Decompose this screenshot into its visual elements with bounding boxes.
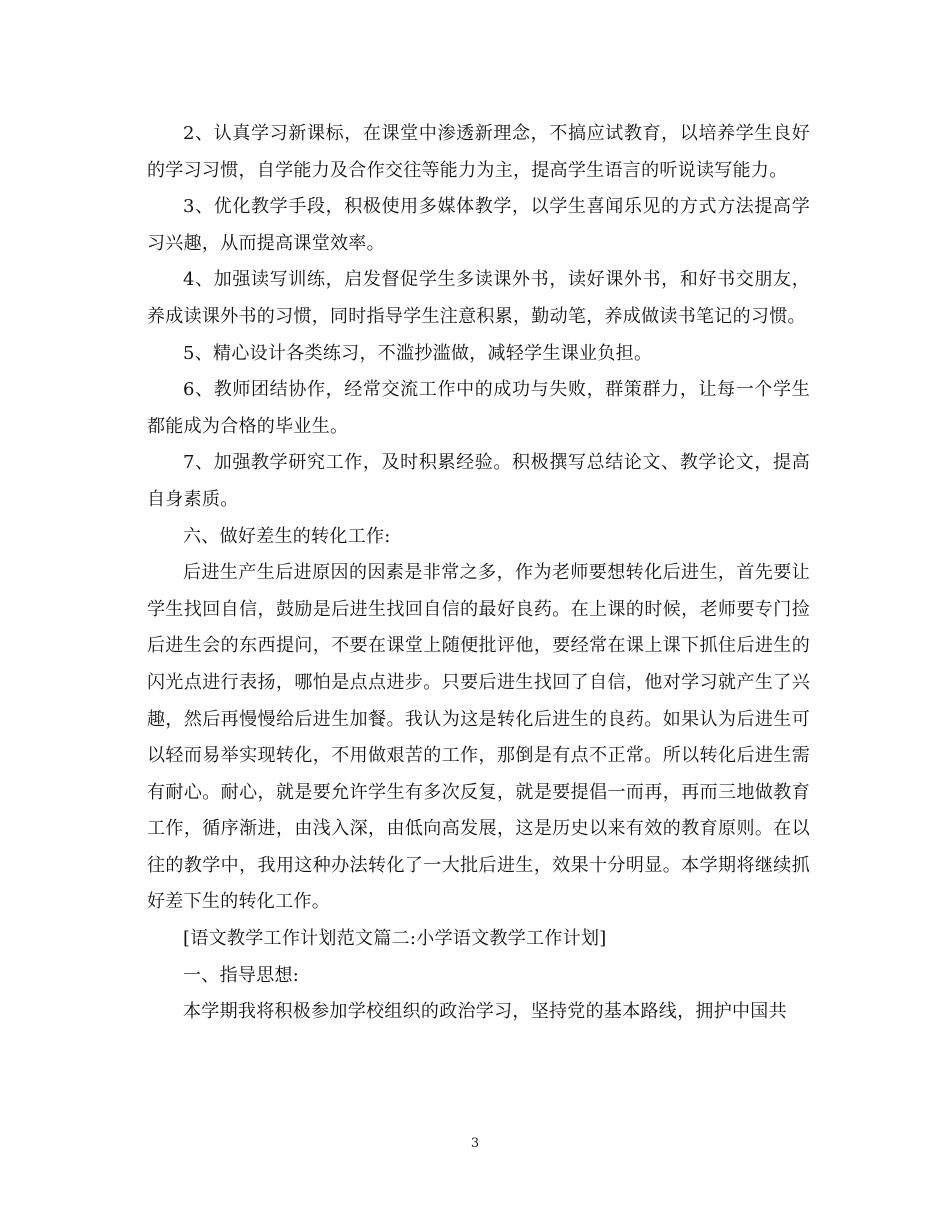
paragraph-item-7: 7、加强教学研究工作，及时积累经验。积极撰写总结论文、教学论文，提高自身素质。 xyxy=(147,452,810,510)
page-number: 3 xyxy=(470,1136,480,1151)
paragraph-item-2: 2、认真学习新课标，在课堂中渗透新理念，不搞应试教育，以培养学生良好的学习习惯，自学能力及合作交往等能力为主，提高学生语言的听说读写能力。 xyxy=(147,123,810,181)
paragraph-lagging-students: 后进生产生后进原因的因素是非常之多，作为老师要想转化后进生，首先要让学生找回自信，鼓励是后进生找回自信的最好良药。在上课的时候，老师要专门捡后进生会的东西提问，不要在课堂上随便批评他，要经常在课上课下抓住后进生的闪光点进行表扬，哪怕是点点进步。只要后进生找回了自信，他对学习就产生了兴趣，然后再慢慢给后进生加餐。我认为这是转化后进生的良药。如果认为后进生可以轻而易举实现转化，不用做艰苦的工作，那倒是有点不正常。所以转化后进生需有耐心。耐心，就是要允许学生有多次反复，就是要提倡一而再，再而三地做教育工作，循序渐进，由浅入深，由低向高发展，这是历史以来有效的教育原则。在以往的教学中，我用这种办法转化了一大批后进生，效果十分明显。本学期将继续抓好差下生的转化工作。 xyxy=(147,562,810,913)
section-heading-one: 一、指导思想: xyxy=(183,964,300,986)
paragraph-item-6: 6、教师团结协作，经常交流工作中的成功与失败，群策群力，让每一个学生都能成为合格的毕业生。 xyxy=(147,379,810,437)
paragraph-guiding-thought: 本学期我将积极参加学校组织的政治学习，坚持党的基本路线，拥护中国共 xyxy=(183,1001,787,1023)
paragraph-item-4: 4、加强读写训练，启发督促学生多读课外书，读好课外书，和好书交朋友，养成读课外书的习惯，同时指导学生注意积累，勤动笔，养成做读书笔记的习惯。 xyxy=(147,269,810,327)
article-title-bracket: [语文教学工作计划范文篇二:小学语文教学工作计划] xyxy=(183,928,607,950)
paragraph-item-5: 5、精心设计各类练习，不滥抄滥做，减轻学生课业负担。 xyxy=(183,342,653,364)
section-heading-six: 六、做好差生的转化工作: xyxy=(183,525,391,547)
paragraph-item-3: 3、优化教学手段，积极使用多媒体教学，以学生喜闻乐见的方式方法提高学习兴趣，从而提高课堂效率。 xyxy=(147,196,810,254)
document-body xyxy=(147,116,810,1031)
